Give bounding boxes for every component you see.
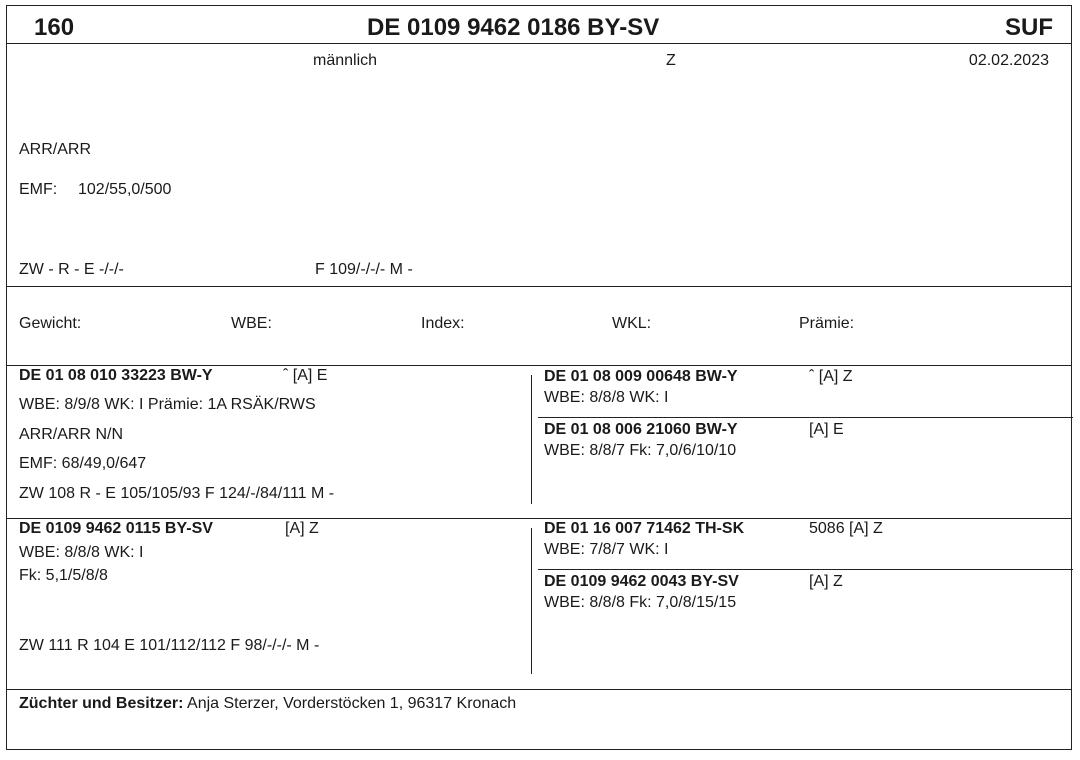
dam-breeding-values: ZW 111 R 104 E 101/112/112 F 98/-/-/- M - — [19, 637, 320, 654]
emf-label: EMF: — [19, 181, 58, 198]
info-divider — [7, 286, 1071, 287]
dam-sire-rating: WBE: 7/8/7 WK: I — [544, 541, 669, 558]
animal-id: DE 0109 9462 0186 BY-SV — [367, 14, 660, 41]
birth-date: 02.02.2023 — [968, 52, 1049, 69]
dam-ancestors-divider — [538, 569, 1073, 570]
dam-sire-id: DE 01 16 007 71462 TH-SK — [544, 520, 745, 537]
wbe-label: WBE: — [231, 315, 272, 332]
dam-dam-rating: WBE: 8/8/8 Fk: 7,0/8/15/15 — [544, 594, 737, 611]
sex: männlich — [313, 52, 378, 69]
sire-ancestors-divider — [538, 417, 1073, 418]
ratings-divider — [7, 365, 1071, 366]
sire-breeding-values: ZW 108 R - E 105/105/93 F 124/-/84/111 M - — [19, 485, 335, 502]
genotype: ARR/ARR — [19, 141, 92, 158]
sire-vertical-divider — [531, 375, 532, 504]
fattening-values: F 109/-/-/- M - — [315, 261, 413, 278]
emf-value: 102/55,0/500 — [78, 181, 172, 198]
dam-dam-id: DE 0109 9462 0043 BY-SV — [544, 573, 739, 590]
breeder-owner-value: Anja Sterzer, Vorderstöcken 1, 96317 Kronach — [187, 695, 517, 712]
dam-vertical-divider — [531, 528, 532, 674]
status-code: Z — [666, 52, 676, 69]
dam-rating: WBE: 8/8/8 WK: I — [19, 544, 144, 561]
weight-label: Gewicht: — [19, 315, 82, 332]
sire-dam-flags: [A] E — [809, 421, 844, 438]
catalog-number: 160 — [34, 14, 75, 41]
sire-section-divider — [7, 518, 1071, 519]
breeder-owner — [19, 695, 516, 713]
dam-fk: Fk: 5,1/5/8/8 — [19, 567, 108, 584]
premium-label: Prämie: — [799, 315, 855, 332]
wkl-label: WKL: — [612, 315, 652, 332]
sire-sire-flags: ˆ [A] Z — [809, 368, 853, 385]
sire-emf: EMF: 68/49,0/647 — [19, 455, 147, 472]
sire-flags: ˆ [A] E — [283, 367, 328, 384]
header-divider — [7, 43, 1071, 44]
breed-code: SUF — [1005, 14, 1053, 41]
sire-rating: WBE: 8/9/8 WK: I Prämie: 1A RSÄK/RWS — [19, 396, 316, 413]
index-label: Index: — [421, 315, 465, 332]
dam-flags: [A] Z — [285, 520, 319, 537]
sire-id: DE 01 08 010 33223 BW-Y — [19, 367, 213, 384]
breeder-owner-label: Züchter und Besitzer: — [19, 695, 184, 712]
sire-sire-id: DE 01 08 009 00648 BW-Y — [544, 368, 738, 385]
dam-id: DE 0109 9462 0115 BY-SV — [19, 520, 213, 537]
breeding-values: ZW - R - E -/-/- — [19, 261, 124, 278]
dam-dam-flags: [A] Z — [809, 573, 843, 590]
dam-section-divider — [7, 689, 1071, 690]
dam-sire-flags: 5086 [A] Z — [809, 520, 883, 537]
sire-sire-rating: WBE: 8/8/8 WK: I — [544, 389, 669, 406]
sire-genotype: ARR/ARR N/N — [19, 426, 124, 443]
sire-dam-id: DE 01 08 006 21060 BW-Y — [544, 421, 738, 438]
pedigree-card — [6, 5, 1072, 750]
sire-dam-rating: WBE: 8/8/7 Fk: 7,0/6/10/10 — [544, 442, 737, 459]
